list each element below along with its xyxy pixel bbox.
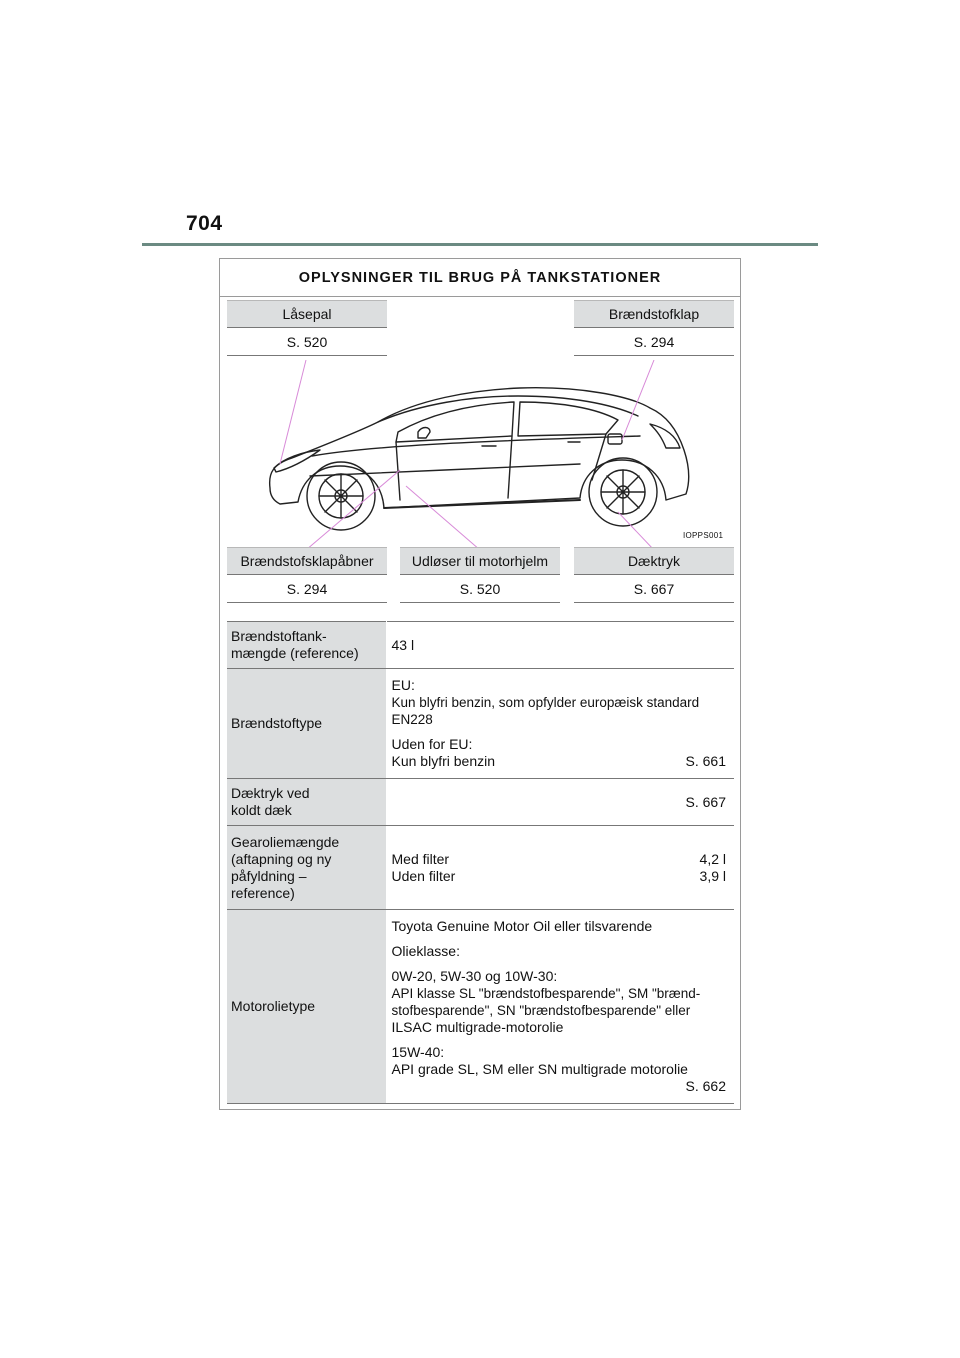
section-title: OPLYSNINGER TIL BRUG PÅ TANKSTATIONER xyxy=(220,259,740,297)
spec-key-oil-type: Motorolietype xyxy=(227,910,386,1104)
illustration-id: IOPPS001 xyxy=(683,531,724,540)
header-rule xyxy=(142,243,818,246)
tire-ref[interactable]: S. 667 xyxy=(685,793,726,810)
spec-key-fuel-type: Brændstoftype xyxy=(227,669,386,779)
page-number: 704 xyxy=(186,212,223,235)
callout-tire-pressure-ref[interactable]: S. 667 xyxy=(574,576,734,603)
spec-value-tank: 43 l xyxy=(386,622,734,669)
spec-value-oil-type: Toyota Genuine Motor Oil eller tilsvarende Olieklasse: 0W-20, 5W-30 og 10W-30: API klasse SL "brændstofbesparende", SM "brænd- stofbesparende", SN "brændstofbesparende" eller ILSAC multigrade-motorolie 15W-40: API grade SL, SM eller SN multigrade motorolie S. 662 xyxy=(386,910,734,1104)
table-row xyxy=(227,779,734,826)
table-row xyxy=(227,826,734,910)
table-row xyxy=(227,910,734,1104)
callout-hood-lock-ref[interactable]: S. 520 xyxy=(227,329,387,356)
spec-value-oil-capacity: Med filter 4,2 l Uden filter 3,9 l xyxy=(386,826,734,910)
callout-hood-release-ref[interactable]: S. 520 xyxy=(400,576,560,603)
spec-key-oil-capacity: Gearoliemængde (aftapning og ny påfyldning – reference) xyxy=(227,826,386,910)
callout-hood-lock-label: Låsepal xyxy=(227,300,387,328)
spec-value-tire xyxy=(386,779,734,826)
spec-key-tank: Brændstoftank- mængde (reference) xyxy=(227,622,386,669)
callout-tire-pressure-label: Dæktryk xyxy=(574,547,734,575)
callout-fuel-door-opener-label: Brændstofsklapåbner xyxy=(227,547,387,575)
spec-value-fuel-type: EU: Kun blyfri benzin, som opfylder europæisk standard EN228 Uden for EU: Kun blyfri benzin S. 661 xyxy=(386,669,734,779)
car-illustration xyxy=(220,360,740,550)
callout-hood-release-label: Udløser til motorhjelm xyxy=(400,547,560,575)
spec-table xyxy=(227,621,734,1104)
callout-fuel-door-opener-ref[interactable]: S. 294 xyxy=(227,576,387,603)
table-row xyxy=(227,622,734,669)
callout-fuel-door-label: Brændstofklap xyxy=(574,300,734,328)
callout-fuel-door-ref[interactable]: S. 294 xyxy=(574,329,734,356)
fuel-type-ref[interactable]: S. 661 xyxy=(685,753,726,769)
spec-key-tire: Dæktryk ved koldt dæk xyxy=(227,779,386,826)
oil-type-ref[interactable]: S. 662 xyxy=(685,1078,726,1094)
table-row xyxy=(227,669,734,779)
